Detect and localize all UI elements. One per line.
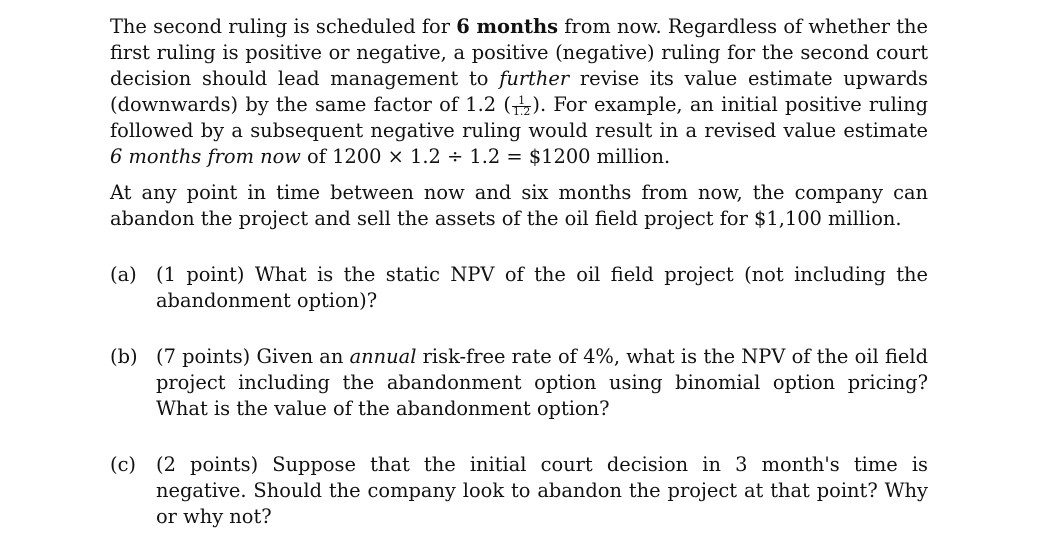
question-text: [156, 262, 928, 314]
question-text: [156, 344, 928, 422]
text: (1 point) What is the static NPV of the oil field project (not including the abandonment option)?: [156, 263, 928, 312]
fraction-denominator: 1.2: [512, 104, 531, 118]
text: (7 points) Given an: [156, 345, 350, 368]
text: of 1200 × 1.2 ÷ 1.2 = $1200 million.: [300, 145, 671, 168]
text-italic: 6 months from now: [110, 145, 301, 168]
document-page: [110, 14, 928, 560]
question-c: [110, 452, 928, 530]
fraction: [512, 93, 532, 118]
question-label: (c): [110, 453, 136, 476]
text: (2 points) Suppose that the initial court decision in 3 month's time is negative. Should the company look to abandon the project at that point? Why or why not?: [156, 453, 928, 528]
text-italic: further: [499, 67, 570, 90]
question-list: [110, 262, 928, 530]
text-bold: 6 months: [456, 15, 559, 38]
text: The second ruling is scheduled for: [110, 15, 457, 38]
text: ). For example, an initial positive ruling followed by a subsequent negative ruling would result in a revised value estimate: [110, 93, 928, 142]
question-label: (b): [110, 345, 138, 368]
paragraph-second-ruling: [110, 14, 928, 170]
question-a: [110, 262, 928, 314]
question-label: (a): [110, 263, 137, 286]
text: revise its value estimate upwards (downwards) by the same factor of 1.2 (: [110, 67, 928, 116]
text: risk-free rate of 4%, what is the NPV of the oil field project including the abandonment option using binomial option pricing? What is the value of the abandonment option?: [156, 345, 928, 420]
question-b: [110, 344, 928, 422]
text-italic: annual: [349, 345, 417, 368]
paragraph-abandon: At any point in time between now and six months from now, the company can abandon the project and sell the assets of the oil field project for $1,100 million.: [110, 181, 928, 230]
question-text: [156, 452, 928, 530]
fraction-numerator: 1: [512, 96, 532, 107]
text: from now. Regardless of whether the first ruling is positive or negative, a positive (negative) ruling for the second court decision should lead management to: [110, 15, 928, 90]
